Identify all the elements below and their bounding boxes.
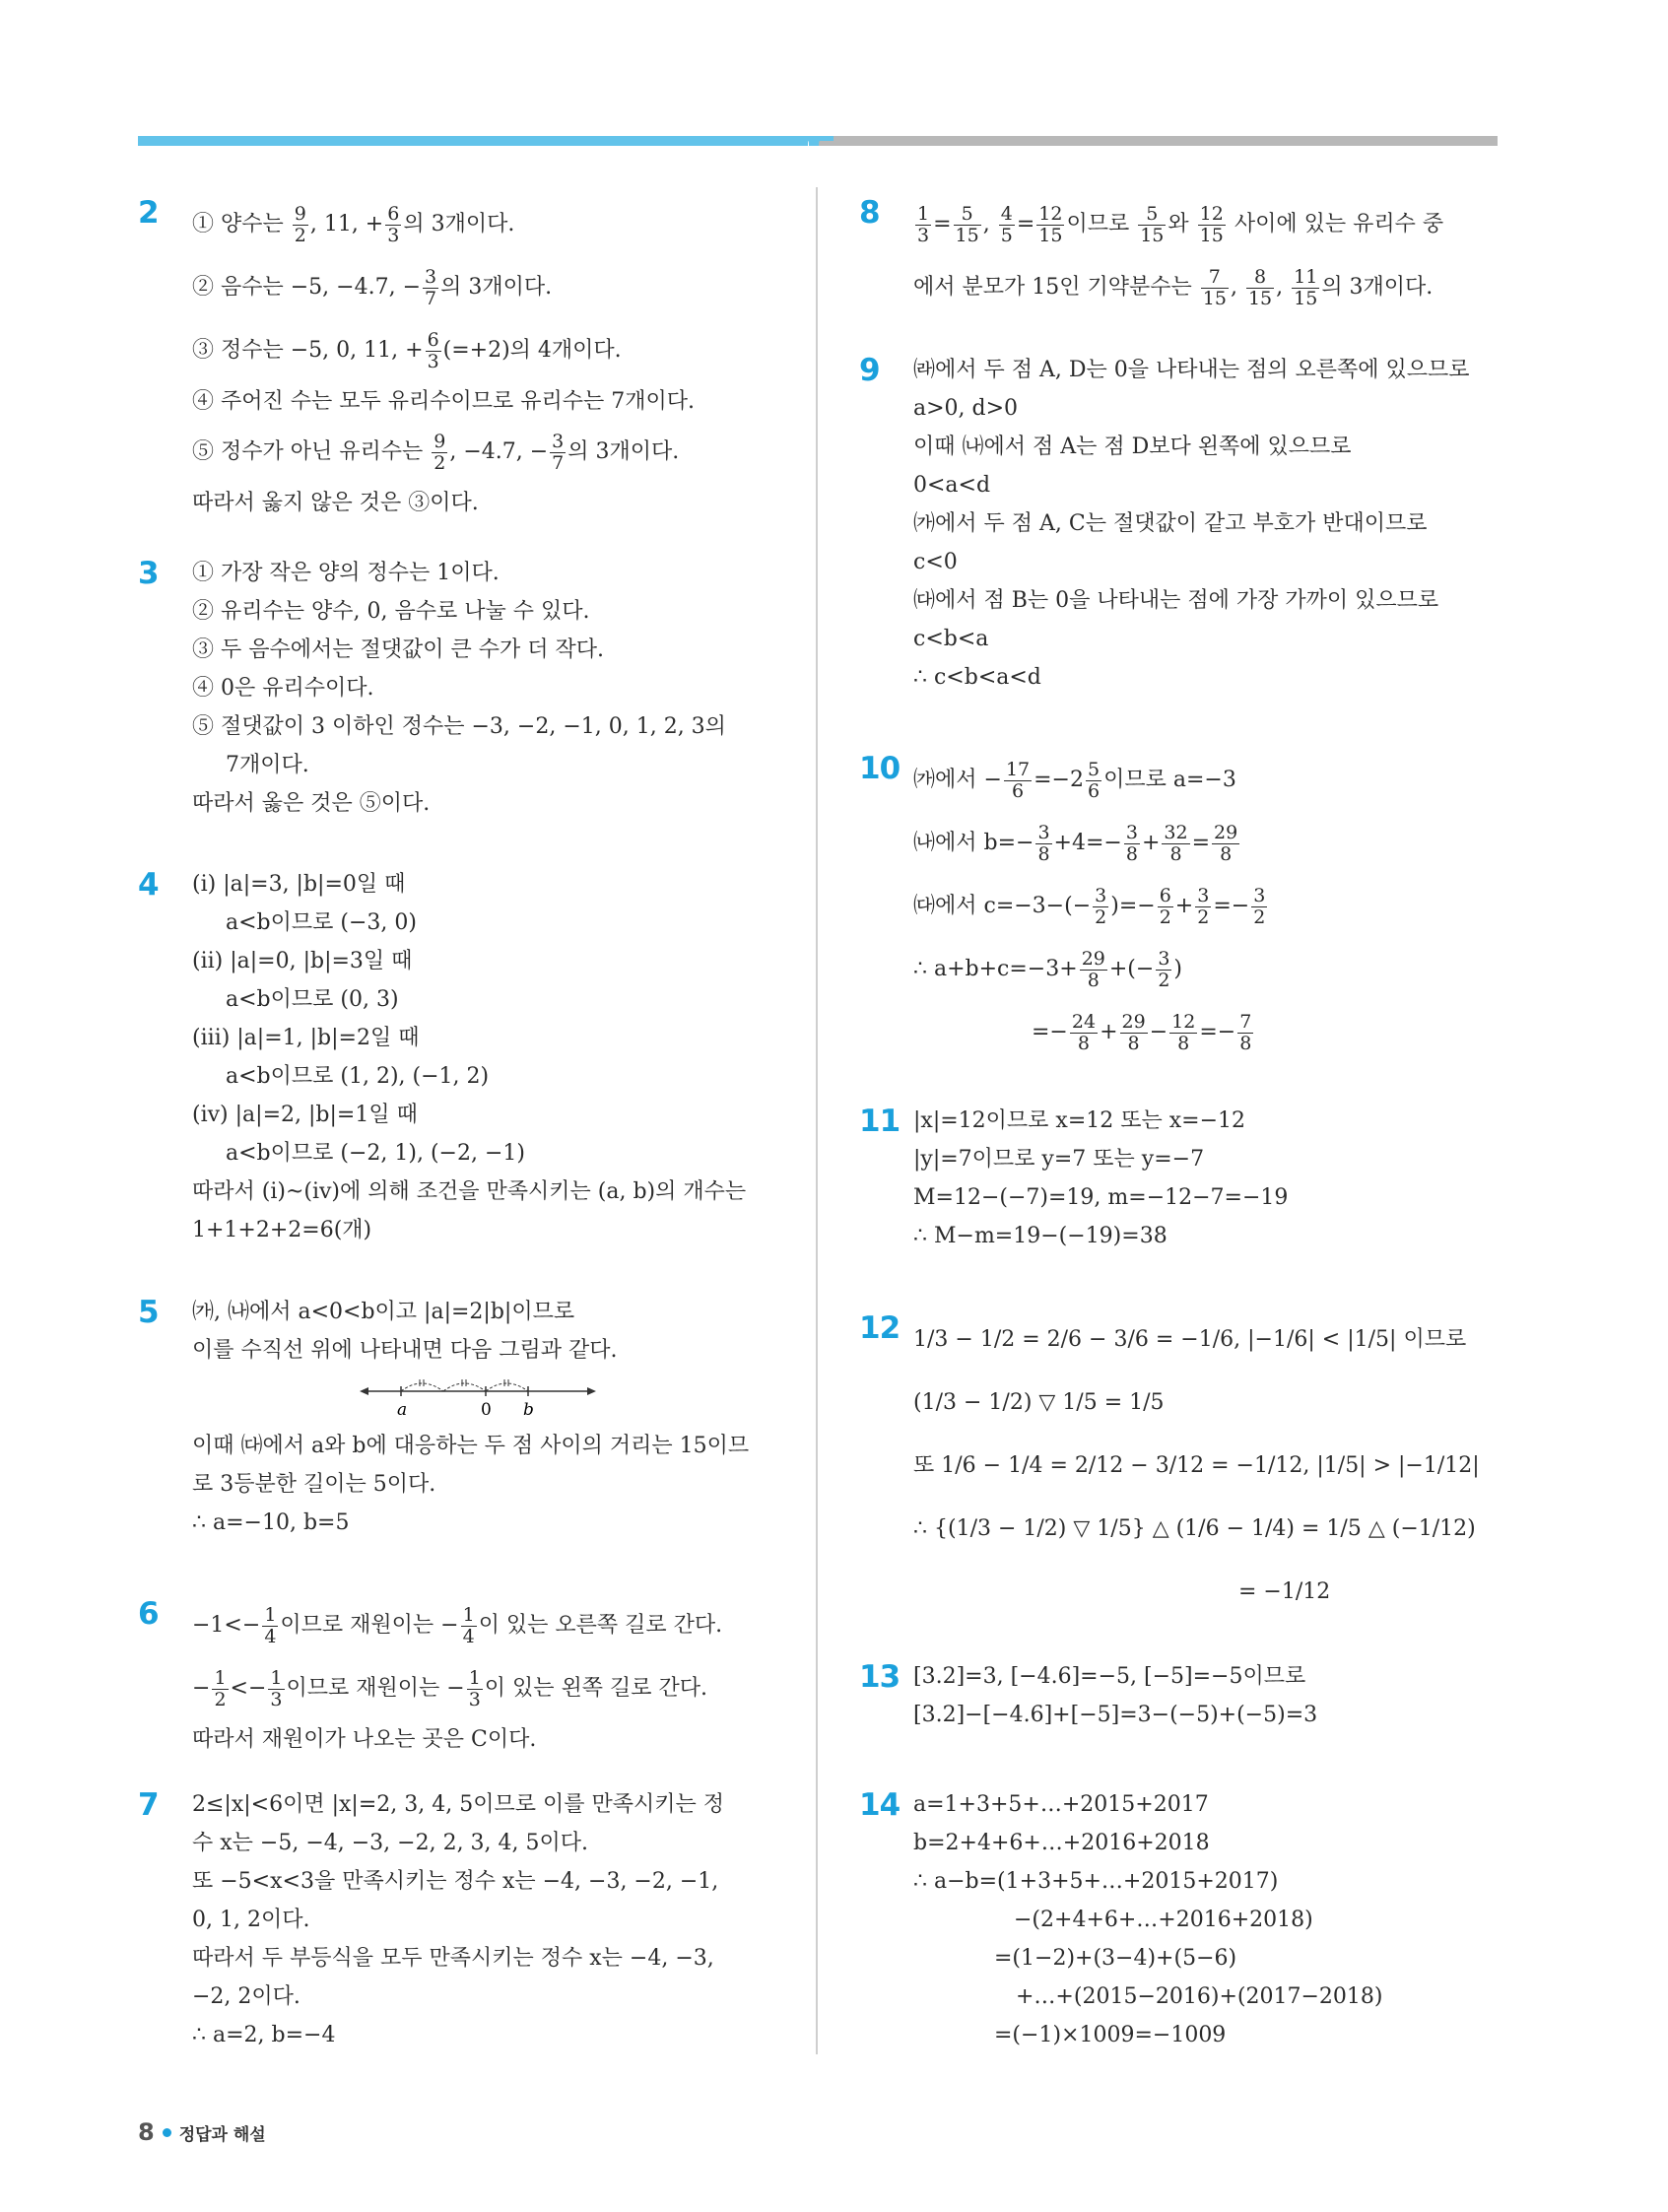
solution-line: (ⅳ) |a|=2, |b|=1일 때 xyxy=(192,1103,418,1127)
header-bar-right xyxy=(818,136,1498,146)
solution-line: ③ 정수는 −5, 0, 11, + $\frac{6}{3}$ (=+2)의 4개이다. xyxy=(192,328,622,372)
solution-line: −2, 2이다. xyxy=(192,1984,300,2009)
problem-number: 8 xyxy=(859,195,880,231)
solution-line: b=2+4+6+…+2016+2018 xyxy=(913,1831,1210,1855)
solution-line: ∴ a+b+c=−3+ $\frac{29}{8}$ +(− $\frac{3}{2}$ ) xyxy=(913,947,1183,991)
solution-line: ∴ a−b=(1+3+5+…+2015+2017) xyxy=(913,1869,1279,1894)
problem-number: 2 xyxy=(138,195,159,231)
solution-line: ② 유리수는 양수, 0, 음수로 나눌 수 있다. xyxy=(192,599,590,624)
page-number: 8 xyxy=(138,2118,155,2146)
number-line-figure xyxy=(360,1374,596,1423)
header-notch xyxy=(794,136,834,164)
solution-line: 따라서 두 부등식을 모두 만족시키는 정수 x는 −4, −3, xyxy=(192,1946,714,1971)
solution-line: a<b이므로 (−3, 0) xyxy=(226,910,417,935)
solution-line: c<b<a xyxy=(913,627,989,651)
problem-number: 10 xyxy=(859,751,901,786)
solution-line: −(2+4+6+…+2016+2018) xyxy=(1014,1908,1313,1932)
solution-line: $\frac{1}{3}$ = $\frac{5}{15}$ , $\frac{4}{5}$ = $\frac{12}{15}$ 이므로 $\frac{5}{15}$ 와 $\frac{12}{15}$ 사이에 있는 유리수 중 xyxy=(917,202,1444,246)
problem-number: 5 xyxy=(138,1295,159,1330)
solution-line: ∴ M−m=19−(−19)=38 xyxy=(913,1224,1168,1248)
problem-number: 4 xyxy=(138,867,159,903)
solution-text xyxy=(913,351,1470,697)
solution-text xyxy=(192,1594,722,1759)
solution-line: a<b이므로 (0, 3) xyxy=(226,987,399,1012)
solution-line: 이때 ㈐에서 a와 b에 대응하는 두 점 사이의 거리는 15이므 xyxy=(192,1434,750,1458)
solution-line: 따라서 옳지 않은 것은 ③이다. xyxy=(192,491,479,515)
page-footer xyxy=(138,2118,266,2146)
problem-number: 14 xyxy=(859,1787,901,1823)
solution-line: ① 가장 작은 양의 정수는 1이다. xyxy=(192,561,500,585)
solution-line: 따라서 재원이가 나오는 곳은 C이다. xyxy=(192,1727,537,1752)
solution-text xyxy=(913,193,1443,319)
solution-line: ∴ a=2, b=−4 xyxy=(192,2023,336,2047)
solution-line: 또 −5<x<3을 만족시키는 정수 x는 −4, −3, −2, −1, xyxy=(192,1869,719,1894)
solution-line: a<b이므로 (1, 2), (−1, 2) xyxy=(226,1064,490,1089)
solution-text xyxy=(913,1308,1480,1624)
origin-label: 0 xyxy=(481,1400,492,1420)
solution-line: ③ 두 음수에서는 절댓값이 큰 수가 더 작다. xyxy=(192,637,604,662)
solution-line: 에서 분모가 15인 기약분수는 $\frac{7}{15}$ , $\frac{8}{15}$ , $\frac{11}{15}$ 의 3개이다. xyxy=(913,265,1434,309)
solution-text xyxy=(192,1293,749,1542)
solution-line: =(1−2)+(3−4)+(5−6) xyxy=(994,1946,1237,1971)
solution-line: 1+1+2+2=6(개) xyxy=(192,1218,372,1242)
solution-text xyxy=(192,193,695,522)
solution-line: (1/3 − 1/2) ▽ 1/5 = 1/5 xyxy=(913,1390,1165,1415)
solution-line: [3.2]−[−4.6]+[−5]=3−(−5)+(−5)=3 xyxy=(913,1703,1318,1727)
header-bar-left xyxy=(138,136,808,146)
bullet-icon xyxy=(163,2128,171,2137)
solution-line: = −1/12 xyxy=(1238,1579,1331,1604)
solution-text xyxy=(913,1657,1317,1734)
solution-line: ⑤ 절댓값이 3 이하인 정수는 −3, −2, −1, 0, 1, 2, 3의 xyxy=(192,714,726,739)
solution-line: ① 양수는 $\frac{9}{2}$ , 11, + $\frac{6}{3}$ 의 3개이다. xyxy=(192,202,515,246)
solution-line: a<b이므로 (−2, 1), (−2, −1) xyxy=(226,1141,525,1166)
solution-line: 1/3 − 1/2 = 2/6 − 3/6 = −1/6, |−1/6| < |1/5| 이므로 xyxy=(913,1327,1467,1352)
solution-line: 로 3등분한 길이는 5이다. xyxy=(192,1472,436,1497)
solution-line: +…+(2015−2016)+(2017−2018) xyxy=(1016,1984,1383,2009)
solution-line: −1<− $\frac{1}{4}$ 이므로 재원이는 − $\frac{1}{4}$ 이 있는 오른쪽 길로 간다. xyxy=(192,1603,723,1647)
solution-text xyxy=(913,1102,1288,1255)
solution-line: (ⅱ) |a|=0, |b|=3일 때 xyxy=(192,949,413,973)
solution-line: (ⅰ) |a|=3, |b|=0일 때 xyxy=(192,872,406,897)
solution-line: ㈏에서 b=− $\frac{3}{8}$ +4=− $\frac{3}{8}$ + $\frac{32}{8}$ = $\frac{29}{8}$ xyxy=(913,821,1238,865)
problem-number: 12 xyxy=(859,1310,901,1346)
solution-line: 이를 수직선 위에 나타내면 다음 그림과 같다. xyxy=(192,1338,618,1363)
solution-line: |x|=12이므로 x=12 또는 x=−12 xyxy=(913,1108,1246,1133)
solution-line: ㈎에서 − $\frac{17}{6}$ =−2 $\frac{5}{6}$ 이므로 a=−3 xyxy=(913,758,1236,802)
solution-line: ㈐에서 점 B는 0을 나타내는 점에 가장 가까이 있으므로 xyxy=(913,588,1439,613)
solution-line: 따라서 (ⅰ)~(ⅳ)에 의해 조건을 만족시키는 (a, b)의 개수는 xyxy=(192,1179,747,1204)
problem-number: 7 xyxy=(138,1787,159,1823)
column-divider xyxy=(816,187,818,2054)
solution-line: − $\frac{1}{2}$ <− $\frac{1}{3}$ 이므로 재원이는 − $\frac{1}{3}$ 이 있는 왼쪽 길로 간다. xyxy=(192,1666,708,1710)
solution-text xyxy=(192,1785,724,2054)
solution-line: c<0 xyxy=(913,550,958,574)
solution-text xyxy=(913,1785,1382,2054)
solution-line: ㈎에서 두 점 A, C는 절댓값이 같고 부호가 반대이므로 xyxy=(913,511,1428,536)
solution-line: =− $\frac{24}{8}$ + $\frac{29}{8}$ − $\frac{12}{8}$ =− $\frac{7}{8}$ xyxy=(1032,1010,1252,1054)
solution-line: =(−1)×1009=−1009 xyxy=(994,2023,1227,2047)
solution-line: ⑤ 정수가 아닌 유리수는 $\frac{9}{2}$ , −4.7, − $\frac{3}{7}$ 의 3개이다. xyxy=(192,430,680,474)
solution-line: a=1+3+5+…+2015+2017 xyxy=(913,1792,1209,1817)
problem-number: 11 xyxy=(859,1104,901,1139)
section-label: 정답과 해설 xyxy=(178,2125,266,2145)
solution-text xyxy=(192,865,746,1249)
point-b-label: b xyxy=(523,1400,534,1420)
solution-line: 7개이다. xyxy=(226,753,309,777)
solution-line: a>0, d>0 xyxy=(913,396,1019,421)
solution-line: ㈐에서 c=−3−(− $\frac{3}{2}$ )=− $\frac{6}{2}$ + $\frac{3}{2}$ =− $\frac{3}{2}$ xyxy=(913,884,1266,928)
solution-line: ∴ {(1/3 − 1/2) ▽ 1/5} △ (1/6 − 1/4) = 1/5 △ (−1/12) xyxy=(913,1516,1476,1541)
solution-line: ㈎, ㈏에서 a<0<b이고 |a|=2|b|이므로 xyxy=(192,1300,575,1324)
problem-number: 9 xyxy=(859,353,880,388)
solution-line: 수 x는 −5, −4, −3, −2, 2, 3, 4, 5이다. xyxy=(192,1831,589,1855)
solution-line: ④ 주어진 수는 모두 유리수이므로 유리수는 7개이다. xyxy=(192,389,695,414)
solution-line: ④ 0은 유리수이다. xyxy=(192,676,374,701)
solution-line: |y|=7이므로 y=7 또는 y=−7 xyxy=(913,1147,1205,1172)
solution-line: 0<a<d xyxy=(913,473,991,498)
solution-line: 2≤|x|<6이면 |x|=2, 3, 4, 5이므로 이를 만족시키는 정 xyxy=(192,1792,724,1817)
solution-line: 따라서 옳은 것은 ⑤이다. xyxy=(192,791,431,816)
solution-line: ∴ c<b<a<d xyxy=(913,665,1041,690)
problem-number: 13 xyxy=(859,1659,901,1695)
solution-line: ∴ a=−10, b=5 xyxy=(192,1510,350,1535)
solution-text xyxy=(913,749,1269,1064)
solution-line: (ⅲ) |a|=1, |b|=2일 때 xyxy=(192,1026,420,1050)
solution-line: M=12−(−7)=19, m=−12−7=−19 xyxy=(913,1185,1289,1210)
problem-number: 3 xyxy=(138,556,159,591)
point-a-label: a xyxy=(397,1400,408,1420)
solution-text xyxy=(192,554,726,823)
solution-line: 이때 ㈏에서 점 A는 점 D보다 왼쪽에 있으므로 xyxy=(913,435,1352,459)
solution-line: 0, 1, 2이다. xyxy=(192,1908,310,1932)
solution-line: [3.2]=3, [−4.6]=−5, [−5]=−5이므로 xyxy=(913,1664,1306,1689)
solution-line: 또 1/6 − 1/4 = 2/12 − 3/12 = −1/12, |1/5| > |−1/12| xyxy=(913,1453,1480,1478)
solution-line: ㈑에서 두 점 A, D는 0을 나타내는 점의 오른쪽에 있으므로 xyxy=(913,358,1470,382)
solution-line: ② 음수는 −5, −4.7, − $\frac{3}{7}$ 의 3개이다. xyxy=(192,265,553,309)
problem-number: 6 xyxy=(138,1596,159,1632)
